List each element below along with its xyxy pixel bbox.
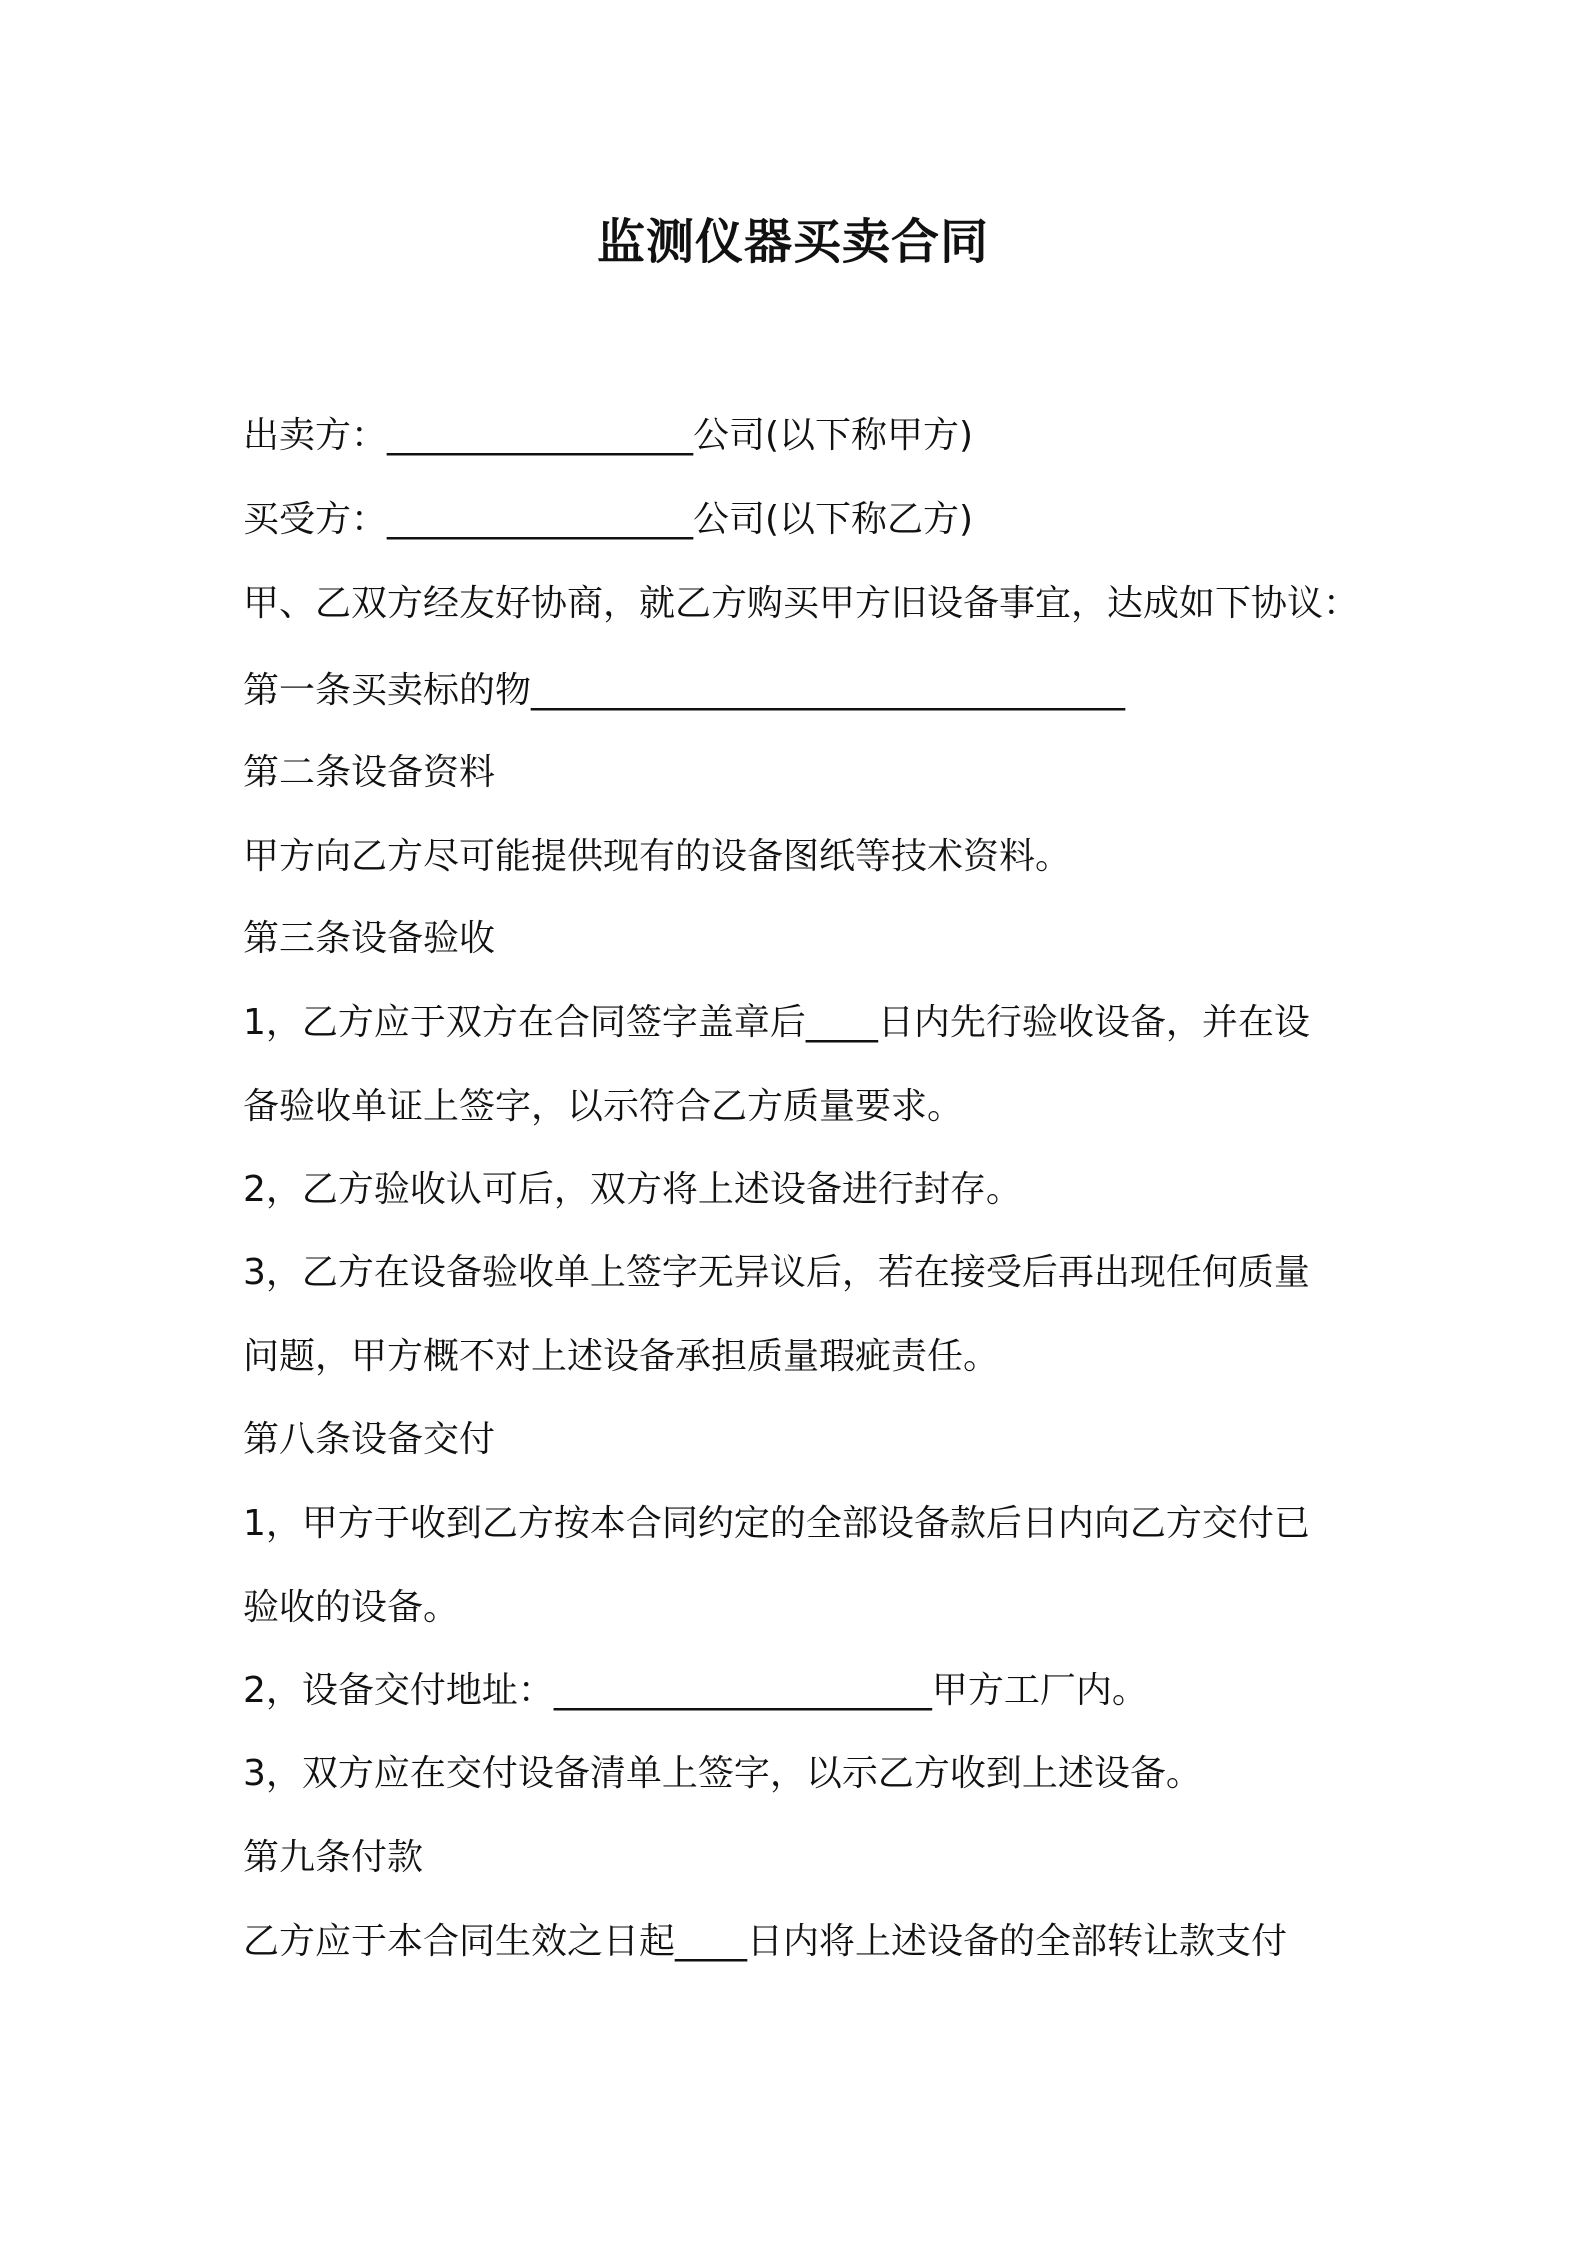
article-8-item-1-line-2: 验收的设备。 — [243, 1587, 460, 1628]
article-2-heading: 第二条设备资料 — [243, 752, 496, 793]
article-3-heading: 第三条设备验收 — [243, 918, 496, 959]
article-3-item-3-line-2: 问题，甲方概不对上述设备承担质量瑕疵责任。 — [243, 1336, 1000, 1377]
seller-line: 出卖方：_________________公司(以下称甲方) — [243, 415, 974, 456]
preamble-line: 甲、乙双方经友好协商，就乙方购买甲方旧设备事宜，达成如下协议： — [243, 583, 1360, 624]
article-3-item-1-line-1: 1，乙方应于双方在合同签字盖章后____日内先行验收设备，并在设 — [243, 1002, 1310, 1043]
article-9-text: 乙方应于本合同生效之日起____日内将上述设备的全部转让款支付 — [243, 1921, 1288, 1962]
article-8-item-3: 3，双方应在交付设备清单上签字，以示乙方收到上述设备。 — [243, 1753, 1202, 1794]
article-8-item-2: 2，设备交付地址：_____________________甲方工厂内。 — [243, 1670, 1148, 1711]
article-3-item-1-line-2: 备验收单证上签字，以示符合乙方质量要求。 — [243, 1086, 964, 1127]
article-9-heading: 第九条付款 — [243, 1837, 424, 1878]
document-title: 监测仪器买卖合同 — [596, 214, 989, 270]
article-8-item-1-line-1: 1，甲方于收到乙方按本合同约定的全部设备款后日内向乙方交付已 — [243, 1503, 1310, 1544]
article-3-item-3-line-1: 3，乙方在设备验收单上签字无异议后，若在接受后再出现任何质量 — [243, 1252, 1310, 1293]
article-3-item-2: 2，乙方验收认可后，双方将上述设备进行封存。 — [243, 1169, 1022, 1210]
article-1-heading: 第一条买卖标的物_________________________________ — [243, 670, 1126, 711]
article-8-heading: 第八条设备交付 — [243, 1419, 496, 1460]
buyer-line: 买受方：_________________公司(以下称乙方) — [243, 499, 974, 540]
article-2-text: 甲方向乙方尽可能提供现有的设备图纸等技术资料。 — [243, 836, 1072, 877]
